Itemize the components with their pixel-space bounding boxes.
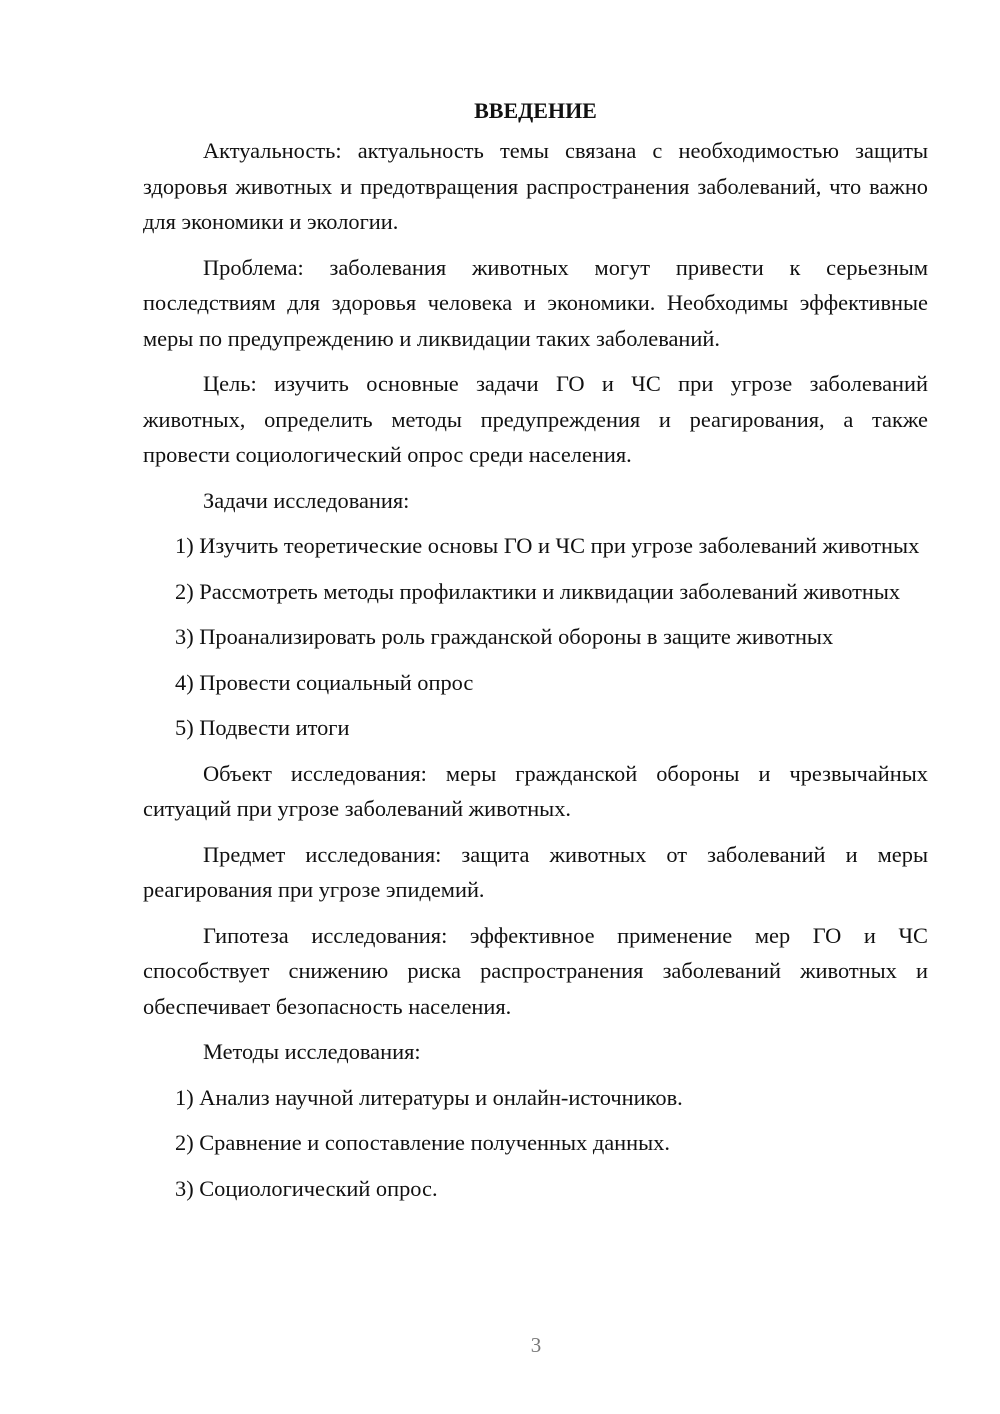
- paragraph-hypothesis: Гипотеза исследования: эффективное применение мер ГО и ЧС способствует снижению риска распространения заболеваний животных и обеспечивает безопасность населения.: [143, 922, 928, 1019]
- method-item-2: 2) Сравнение и сопоставление полученных данных.: [175, 1130, 670, 1155]
- task-item-4: 4) Провести социальный опрос: [175, 669, 474, 695]
- methods-heading: Методы исследования:: [203, 1039, 421, 1064]
- task-item-1: 1) Изучить теоретические основы ГО и ЧС при угрозе заболеваний животных: [175, 533, 920, 558]
- method-item-1: 1) Анализ научной литературы и онлайн-источников.: [175, 1084, 683, 1110]
- task-item-3: 3) Проанализировать роль гражданской обороны в защите животных: [175, 624, 834, 649]
- task-item-2: 2) Рассмотреть методы профилактики и ликвидации заболеваний животных: [175, 578, 901, 604]
- method-item-3: 3) Социологический опрос.: [175, 1175, 438, 1201]
- paragraph-subject: Предмет исследования: защита животных от заболеваний и меры реагирования при угрозе эпидемий.: [143, 841, 928, 902]
- tasks-heading: Задачи исследования:: [203, 487, 410, 513]
- paragraph-problem: Проблема: заболевания животных могут привести к серьезным последствиям для здоровья человека и экономики. Необходимы эффективные меры по предупреждению и ликвидации таких заболеваний.: [143, 254, 928, 351]
- page-content: [143, 96, 928, 1216]
- page-number: 3: [530, 1333, 542, 1357]
- paragraph-object: Объект исследования: меры гражданской обороны и чрезвычайных ситуаций при угрозе заболеваний животных.: [143, 760, 928, 821]
- paragraph-goal: Цель: изучить основные задачи ГО и ЧС при угрозе заболеваний животных, определить методы предупреждения и реагирования, а также провести социологический опрос среди населения.: [143, 371, 928, 467]
- task-item-5: 5) Подвести итоги: [175, 715, 350, 740]
- section-title: ВВЕДЕНИЕ: [474, 98, 597, 123]
- paragraph-relevance: Актуальность: актуальность темы связана с необходимостью защиты здоровья животных и предотвращения распространения заболеваний, что важно для экономики и экологии.: [143, 138, 928, 234]
